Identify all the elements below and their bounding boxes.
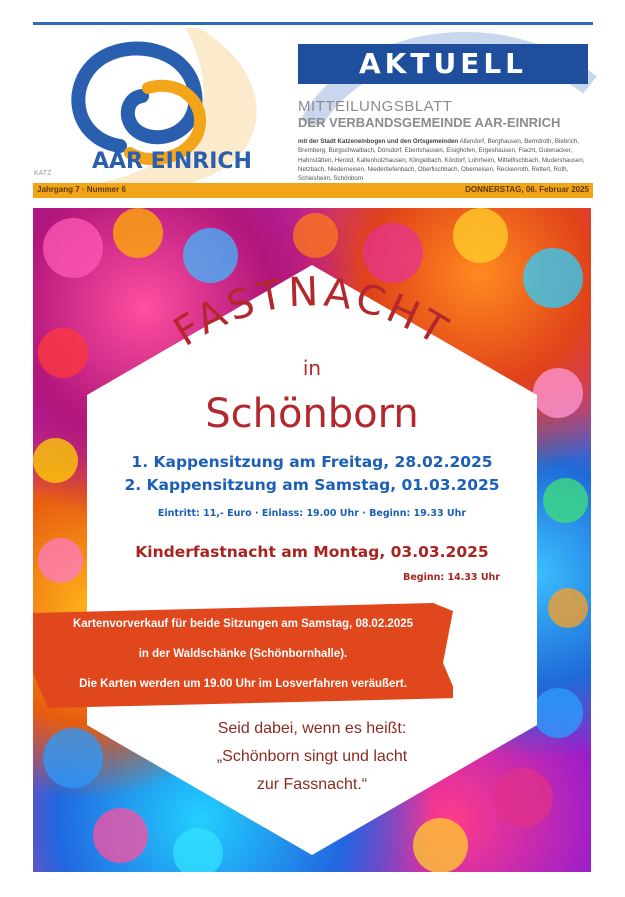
presale-line-2: in der Waldschänke (Schönbornhalle). [138,648,348,660]
presale-line-3: Die Karten werden um 19.00 Uhr im Losverfahren veräußert. [79,678,407,690]
masthead-subtitle: DER VERBANDSGEMEINDE AAR-EINRICH [298,115,561,130]
aktuell-badge: AKTUELL [298,44,588,84]
presale-line-1: Kartenvorverkauf für beide Sitzungen am Samstag, 08.02.2025 [72,618,414,630]
poster-in: in [302,356,322,380]
quote-line-3: zur Fassnacht.“ [256,776,368,793]
logo-small-text: KATZ [34,170,52,177]
issue-bar [33,183,593,198]
session-2: 2. Kappensitzung am Samstag, 01.03.2025 [124,476,500,494]
poster-place: Schönborn [205,391,419,437]
masthead-title: MITTEILUNGSBLATT [298,98,453,115]
issue-number: Jahrgang 7 · Nummer 6 [37,185,126,194]
municipalities-list [298,137,590,183]
svg-text:AAR EINRICH: AAR EINRICH [92,149,252,174]
quote-line-2: „Schönborn singt und lacht [216,748,408,765]
kids-carnival: Kinderfastnacht am Montag, 03.03.2025 [135,543,489,561]
kids-start: Beginn: 14.33 Uhr [403,572,500,583]
session-1: 1. Kappensitzung am Freitag, 28.02.2025 [131,453,493,471]
municipalities-intro: mit der Stadt Katzenelnbogen und den Ortsgemeinden [298,138,459,145]
aar-einrich-logo [30,28,300,188]
poster-headline [33,268,591,368]
carnival-poster [33,208,591,872]
svg-text:FASTNACHT: FASTNACHT [166,269,458,356]
entry-info: Eintritt: 11,- Euro · Einlass: 19.00 Uhr · Beginn: 19.33 Uhr [157,508,467,519]
issue-date: DONNERSTAG, 06. Februar 2025 [465,185,589,194]
quote-line-1: Seid dabei, wenn es heißt: [217,720,407,737]
municipalities-names: Allendorf, Berghausen, Berndroth, Biebrich, Bremberg, Burgschwalbach, Dörsdorf, Ebertshausen, Eisighofen, Ergeshausen, Flacht, Gutenacker, Hahnstätten, Herold, Kaltenholzhausen, Klingelbach, Kördorf, Lohrheim, Mittelfischbach, Mudershausen, Netzbach, Niederneisen, Niedertiefenbach, Oberfischbach, Oberneisen, Reckenroth, Rettert, Roth, Schiesheim, Schönborn [298,138,585,183]
